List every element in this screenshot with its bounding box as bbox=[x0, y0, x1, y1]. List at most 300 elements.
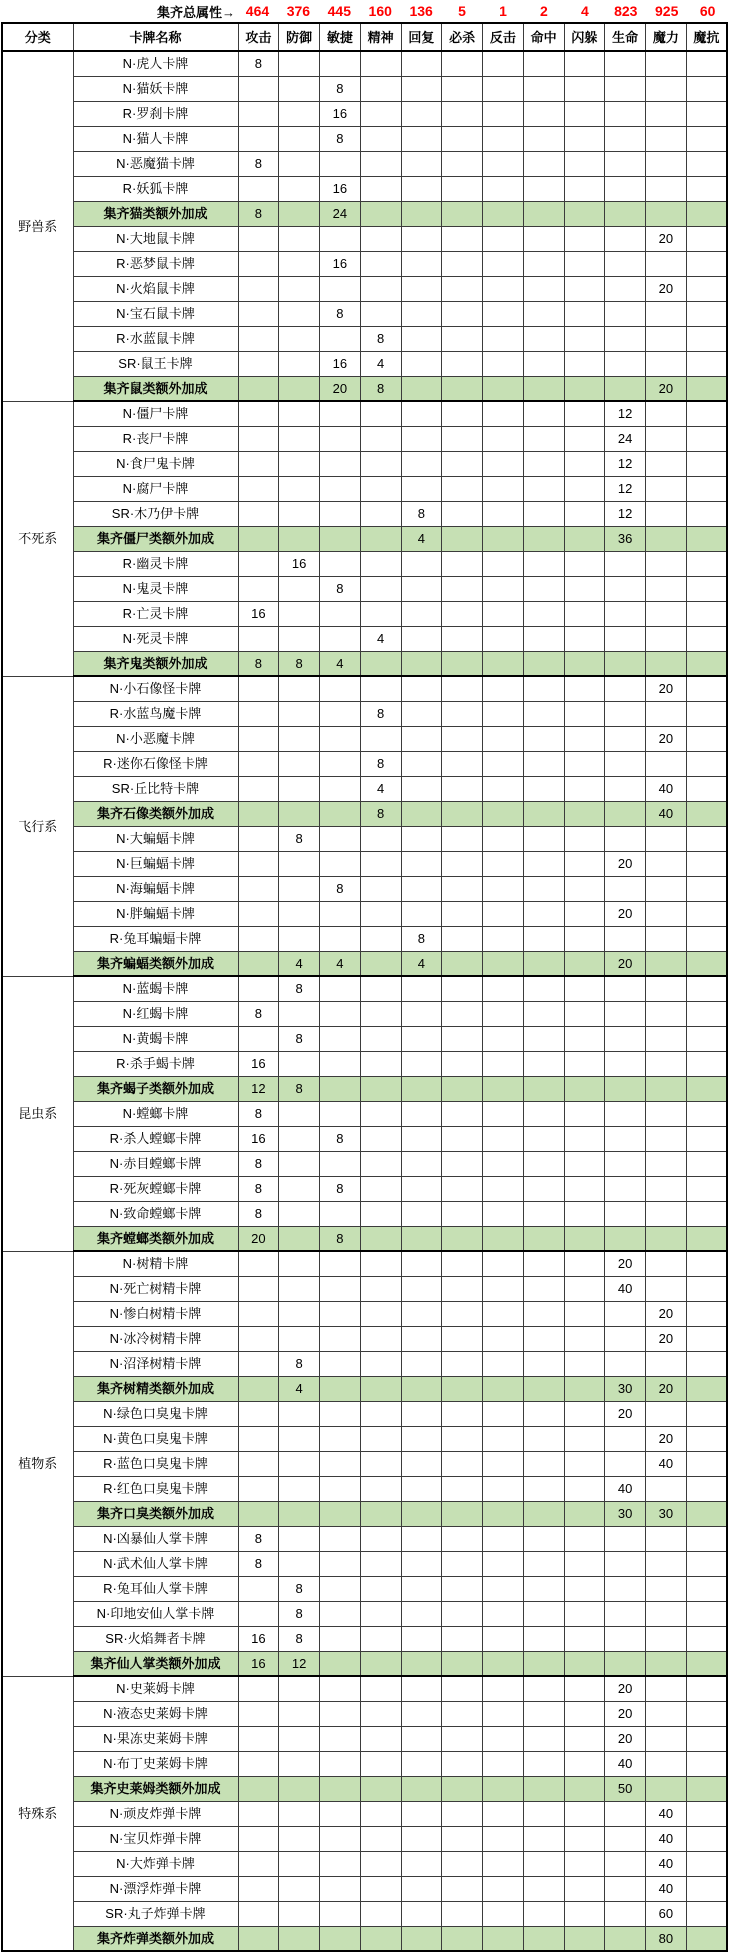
cell-dodge bbox=[564, 1226, 605, 1251]
cell-spirit bbox=[360, 1426, 401, 1451]
cell-defense bbox=[279, 1426, 320, 1451]
card-row bbox=[2, 276, 727, 301]
cell-defense: 4 bbox=[279, 951, 320, 976]
cell-hp bbox=[605, 201, 646, 226]
cell-counter bbox=[483, 1176, 524, 1201]
cell-magic bbox=[646, 1651, 687, 1676]
card-row bbox=[2, 401, 727, 426]
cell-hit bbox=[523, 951, 564, 976]
cell-counter bbox=[483, 501, 524, 526]
cell-crit bbox=[442, 1451, 483, 1476]
cell-counter bbox=[483, 1326, 524, 1351]
cell-magic bbox=[646, 576, 687, 601]
cell-spirit bbox=[360, 876, 401, 901]
total-defense: 376 bbox=[286, 3, 311, 19]
cell-crit bbox=[442, 601, 483, 626]
cell-crit bbox=[442, 501, 483, 526]
cell-hit bbox=[523, 1276, 564, 1301]
card-name-cell: N·猫人卡牌 bbox=[73, 126, 238, 151]
cell-attack: 8 bbox=[238, 1176, 279, 1201]
cell-magic-resist bbox=[686, 1276, 727, 1301]
cell-magic bbox=[646, 351, 687, 376]
cell-magic bbox=[646, 1701, 687, 1726]
cell-counter bbox=[483, 1626, 524, 1651]
cell-hp: 40 bbox=[605, 1276, 646, 1301]
cell-dodge bbox=[564, 901, 605, 926]
cell-crit bbox=[442, 1876, 483, 1901]
cell-magic bbox=[646, 1776, 687, 1801]
cell-crit bbox=[442, 1551, 483, 1576]
cell-dodge bbox=[564, 276, 605, 301]
cell-recover bbox=[401, 776, 442, 801]
cell-magic-resist bbox=[686, 126, 727, 151]
cell-attack bbox=[238, 801, 279, 826]
cell-counter bbox=[483, 676, 524, 701]
card-row bbox=[2, 1451, 727, 1476]
cell-defense bbox=[279, 576, 320, 601]
card-name-cell: N·凶暴仙人掌卡牌 bbox=[73, 1526, 238, 1551]
cell-dodge bbox=[564, 676, 605, 701]
cell-magic-resist bbox=[686, 1126, 727, 1151]
bonus-row bbox=[2, 376, 727, 401]
cell-dodge bbox=[564, 1176, 605, 1201]
cell-dodge bbox=[564, 76, 605, 101]
cell-hit bbox=[523, 1176, 564, 1201]
cell-crit bbox=[442, 851, 483, 876]
cell-dodge bbox=[564, 1026, 605, 1051]
cell-counter bbox=[483, 601, 524, 626]
cell-crit bbox=[442, 176, 483, 201]
cell-hit bbox=[523, 1551, 564, 1576]
cell-dodge bbox=[564, 1676, 605, 1701]
bonus-row bbox=[2, 1226, 727, 1251]
bonus-row bbox=[2, 1376, 727, 1401]
card-name-cell: R·亡灵卡牌 bbox=[73, 601, 238, 626]
cell-spirit bbox=[360, 401, 401, 426]
cell-agility bbox=[320, 1026, 361, 1051]
cell-dodge bbox=[564, 326, 605, 351]
cell-hp bbox=[605, 1301, 646, 1326]
cell-counter bbox=[483, 826, 524, 851]
card-row bbox=[2, 1251, 727, 1276]
cell-defense bbox=[279, 76, 320, 101]
cell-magic bbox=[646, 1401, 687, 1426]
cell-counter bbox=[483, 876, 524, 901]
cell-counter bbox=[483, 851, 524, 876]
card-row bbox=[2, 1326, 727, 1351]
cell-agility bbox=[320, 501, 361, 526]
cell-magic bbox=[646, 476, 687, 501]
cell-dodge bbox=[564, 1726, 605, 1751]
cell-hit bbox=[523, 1651, 564, 1676]
cell-spirit bbox=[360, 1651, 401, 1676]
cell-attack bbox=[238, 1251, 279, 1276]
cell-hit bbox=[523, 426, 564, 451]
cell-counter bbox=[483, 1601, 524, 1626]
cell-dodge bbox=[564, 1776, 605, 1801]
cell-defense bbox=[279, 1226, 320, 1251]
cell-hp bbox=[605, 1626, 646, 1651]
card-name-cell: N·大地鼠卡牌 bbox=[73, 226, 238, 251]
cell-defense bbox=[279, 51, 320, 76]
cell-dodge bbox=[564, 951, 605, 976]
cell-agility bbox=[320, 726, 361, 751]
cell-magic bbox=[646, 201, 687, 226]
cell-recover bbox=[401, 851, 442, 876]
cell-attack bbox=[238, 1901, 279, 1926]
cell-hp bbox=[605, 1126, 646, 1151]
cell-hit bbox=[523, 751, 564, 776]
card-name-cell: N·黄蝎卡牌 bbox=[73, 1026, 238, 1051]
cell-dodge bbox=[564, 476, 605, 501]
cell-magic-resist bbox=[686, 826, 727, 851]
cell-dodge bbox=[564, 701, 605, 726]
total-attack: 464 bbox=[245, 3, 270, 19]
cell-agility bbox=[320, 1326, 361, 1351]
cell-hit bbox=[523, 276, 564, 301]
cell-counter bbox=[483, 201, 524, 226]
cell-defense: 4 bbox=[279, 1376, 320, 1401]
cell-recover bbox=[401, 1926, 442, 1951]
cell-magic bbox=[646, 1001, 687, 1026]
cell-attack bbox=[238, 1676, 279, 1701]
cell-agility bbox=[320, 1751, 361, 1776]
cell-crit bbox=[442, 801, 483, 826]
cell-spirit bbox=[360, 76, 401, 101]
cell-counter bbox=[483, 1476, 524, 1501]
bonus-row bbox=[2, 1076, 727, 1101]
cell-counter bbox=[483, 1801, 524, 1826]
cell-recover bbox=[401, 901, 442, 926]
cell-agility: 16 bbox=[320, 101, 361, 126]
card-row bbox=[2, 1151, 727, 1176]
cell-hp bbox=[605, 351, 646, 376]
cell-hp: 20 bbox=[605, 851, 646, 876]
cell-recover bbox=[401, 201, 442, 226]
cell-dodge bbox=[564, 1901, 605, 1926]
cell-spirit bbox=[360, 1376, 401, 1401]
cell-magic-resist bbox=[686, 1651, 727, 1676]
cell-magic-resist bbox=[686, 1351, 727, 1376]
cell-dodge bbox=[564, 1351, 605, 1376]
cell-recover bbox=[401, 626, 442, 651]
cell-magic bbox=[646, 1526, 687, 1551]
card-name-cell: N·胖蝙蝠卡牌 bbox=[73, 901, 238, 926]
cell-crit bbox=[442, 1726, 483, 1751]
category-cell: 特殊系 bbox=[2, 1676, 73, 1951]
cell-attack: 16 bbox=[238, 1651, 279, 1676]
cell-magic bbox=[646, 426, 687, 451]
cell-recover bbox=[401, 601, 442, 626]
cell-magic bbox=[646, 901, 687, 926]
cell-spirit bbox=[360, 1751, 401, 1776]
cell-dodge bbox=[564, 426, 605, 451]
card-row bbox=[2, 1126, 727, 1151]
cell-dodge bbox=[564, 101, 605, 126]
cell-hit bbox=[523, 851, 564, 876]
cell-spirit bbox=[360, 426, 401, 451]
cell-spirit bbox=[360, 476, 401, 501]
cell-dodge bbox=[564, 1251, 605, 1276]
card-row bbox=[2, 1801, 727, 1826]
cell-defense bbox=[279, 1501, 320, 1526]
cell-counter bbox=[483, 526, 524, 551]
card-name-cell: R·迷你石像怪卡牌 bbox=[73, 751, 238, 776]
cell-dodge bbox=[564, 651, 605, 676]
cell-dodge bbox=[564, 1876, 605, 1901]
cell-crit bbox=[442, 951, 483, 976]
bonus-row bbox=[2, 526, 727, 551]
card-name-cell: R·水蓝鸟魔卡牌 bbox=[73, 701, 238, 726]
cell-dodge bbox=[564, 876, 605, 901]
cell-attack bbox=[238, 1876, 279, 1901]
card-row bbox=[2, 1051, 727, 1076]
cell-magic-resist bbox=[686, 376, 727, 401]
cell-magic-resist bbox=[686, 476, 727, 501]
cell-spirit bbox=[360, 651, 401, 676]
cell-hit bbox=[523, 401, 564, 426]
cell-dodge bbox=[564, 226, 605, 251]
cell-defense bbox=[279, 351, 320, 376]
cell-dodge bbox=[564, 201, 605, 226]
cell-hit bbox=[523, 626, 564, 651]
cell-magic: 30 bbox=[646, 1501, 687, 1526]
cell-agility: 8 bbox=[320, 1226, 361, 1251]
cell-spirit bbox=[360, 1501, 401, 1526]
cell-hp bbox=[605, 226, 646, 251]
cell-recover bbox=[401, 1101, 442, 1126]
header-card-name: 卡牌名称 bbox=[73, 23, 238, 51]
cell-hit bbox=[523, 1526, 564, 1551]
cell-dodge bbox=[564, 401, 605, 426]
cell-defense: 8 bbox=[279, 1076, 320, 1101]
cell-dodge bbox=[564, 1826, 605, 1851]
card-row bbox=[2, 1676, 727, 1701]
cell-magic-resist bbox=[686, 1751, 727, 1776]
cell-attack bbox=[238, 501, 279, 526]
cell-agility bbox=[320, 1001, 361, 1026]
cell-counter bbox=[483, 1651, 524, 1676]
cell-hit bbox=[523, 101, 564, 126]
card-name-cell: R·罗刹卡牌 bbox=[73, 101, 238, 126]
cell-spirit bbox=[360, 1801, 401, 1826]
cell-magic: 40 bbox=[646, 1826, 687, 1851]
cell-crit bbox=[442, 1676, 483, 1701]
cell-defense bbox=[279, 1051, 320, 1076]
card-name-cell: R·水蓝鼠卡牌 bbox=[73, 326, 238, 351]
header-hp: 生命 bbox=[605, 23, 646, 51]
cell-counter bbox=[483, 351, 524, 376]
cell-magic bbox=[646, 1476, 687, 1501]
card-name-cell: N·大炸弹卡牌 bbox=[73, 1851, 238, 1876]
cell-magic-resist bbox=[686, 1501, 727, 1526]
cell-crit bbox=[442, 1576, 483, 1601]
cell-agility: 24 bbox=[320, 201, 361, 226]
header-spirit: 精神 bbox=[360, 23, 401, 51]
cell-agility bbox=[320, 1476, 361, 1501]
cell-magic bbox=[646, 1601, 687, 1626]
cell-hp: 20 bbox=[605, 901, 646, 926]
cell-recover bbox=[401, 51, 442, 76]
cell-hp bbox=[605, 801, 646, 826]
header-hit: 命中 bbox=[523, 23, 564, 51]
card-name-cell: N·冰冷树精卡牌 bbox=[73, 1326, 238, 1351]
card-row bbox=[2, 1101, 727, 1126]
cell-recover bbox=[401, 1301, 442, 1326]
bonus-row bbox=[2, 651, 727, 676]
card-name-cell: N·宝石鼠卡牌 bbox=[73, 301, 238, 326]
card-name-cell: N·印地安仙人掌卡牌 bbox=[73, 1601, 238, 1626]
cell-magic-resist bbox=[686, 151, 727, 176]
card-row bbox=[2, 1526, 727, 1551]
cell-attack bbox=[238, 576, 279, 601]
cell-hp bbox=[605, 376, 646, 401]
cell-agility bbox=[320, 1051, 361, 1076]
cell-magic bbox=[646, 1726, 687, 1751]
cell-crit bbox=[442, 901, 483, 926]
total-hp: 823 bbox=[614, 3, 638, 19]
cell-magic: 20 bbox=[646, 376, 687, 401]
cell-magic bbox=[646, 1176, 687, 1201]
cell-agility bbox=[320, 1676, 361, 1701]
cell-attack bbox=[238, 1276, 279, 1301]
cell-agility bbox=[320, 851, 361, 876]
cell-magic bbox=[646, 1051, 687, 1076]
cell-magic-resist bbox=[686, 176, 727, 201]
cell-hp bbox=[605, 126, 646, 151]
cell-defense bbox=[279, 126, 320, 151]
cell-hp: 12 bbox=[605, 451, 646, 476]
cell-hit bbox=[523, 476, 564, 501]
cell-hit bbox=[523, 1026, 564, 1051]
cell-magic bbox=[646, 1201, 687, 1226]
cell-crit bbox=[442, 426, 483, 451]
cell-crit bbox=[442, 701, 483, 726]
cell-recover bbox=[401, 1476, 442, 1501]
cell-spirit bbox=[360, 1401, 401, 1426]
cell-crit bbox=[442, 1051, 483, 1076]
cell-agility bbox=[320, 1851, 361, 1876]
cell-attack bbox=[238, 476, 279, 501]
cell-hp bbox=[605, 76, 646, 101]
cell-agility bbox=[320, 326, 361, 351]
cell-spirit bbox=[360, 501, 401, 526]
cell-defense bbox=[279, 1001, 320, 1026]
header-attack: 攻击 bbox=[238, 23, 279, 51]
cell-attack bbox=[238, 976, 279, 1001]
cell-magic bbox=[646, 751, 687, 776]
cell-agility bbox=[320, 1801, 361, 1826]
cell-dodge bbox=[564, 251, 605, 276]
cell-spirit bbox=[360, 1676, 401, 1701]
cell-hp bbox=[605, 1651, 646, 1676]
cell-hp bbox=[605, 251, 646, 276]
cell-defense bbox=[279, 1926, 320, 1951]
cell-magic bbox=[646, 326, 687, 351]
cell-hp bbox=[605, 1176, 646, 1201]
cell-hit bbox=[523, 301, 564, 326]
cell-attack bbox=[238, 251, 279, 276]
cell-spirit bbox=[360, 1901, 401, 1926]
cell-magic-resist bbox=[686, 1101, 727, 1126]
cell-agility bbox=[320, 1501, 361, 1526]
cell-magic-resist bbox=[686, 401, 727, 426]
cell-spirit bbox=[360, 601, 401, 626]
cell-magic bbox=[646, 51, 687, 76]
card-name-cell: N·虎人卡牌 bbox=[73, 51, 238, 76]
cell-spirit bbox=[360, 1126, 401, 1151]
cell-crit bbox=[442, 926, 483, 951]
cell-crit bbox=[442, 1101, 483, 1126]
cell-defense bbox=[279, 1276, 320, 1301]
cell-magic-resist bbox=[686, 1601, 727, 1626]
cell-spirit bbox=[360, 526, 401, 551]
cell-hp bbox=[605, 551, 646, 576]
cell-attack: 16 bbox=[238, 1126, 279, 1151]
cell-spirit bbox=[360, 976, 401, 1001]
card-row bbox=[2, 1276, 727, 1301]
cell-defense bbox=[279, 1901, 320, 1926]
cell-counter bbox=[483, 1026, 524, 1051]
cell-hit bbox=[523, 351, 564, 376]
cell-magic bbox=[646, 651, 687, 676]
cell-attack bbox=[238, 1426, 279, 1451]
cell-spirit bbox=[360, 1051, 401, 1076]
card-name-cell: N·黄色口臭鬼卡牌 bbox=[73, 1426, 238, 1451]
category-cell: 不死系 bbox=[2, 401, 73, 676]
cell-defense bbox=[279, 376, 320, 401]
cell-counter bbox=[483, 1351, 524, 1376]
cell-recover bbox=[401, 1801, 442, 1826]
cell-defense bbox=[279, 776, 320, 801]
cell-recover bbox=[401, 1826, 442, 1851]
cell-agility bbox=[320, 1151, 361, 1176]
cell-magic-resist bbox=[686, 251, 727, 276]
cell-counter bbox=[483, 326, 524, 351]
cell-hp bbox=[605, 1026, 646, 1051]
cell-attack bbox=[238, 76, 279, 101]
cell-recover bbox=[401, 1576, 442, 1601]
cell-magic-resist bbox=[686, 1876, 727, 1901]
cell-counter bbox=[483, 1376, 524, 1401]
card-row bbox=[2, 151, 727, 176]
cell-magic: 20 bbox=[646, 276, 687, 301]
cell-defense bbox=[279, 401, 320, 426]
cell-dodge bbox=[564, 451, 605, 476]
cell-crit bbox=[442, 151, 483, 176]
cell-hit bbox=[523, 1426, 564, 1451]
cell-defense bbox=[279, 326, 320, 351]
card-row bbox=[2, 1026, 727, 1051]
card-row bbox=[2, 1826, 727, 1851]
cell-crit bbox=[442, 1801, 483, 1826]
cell-hit bbox=[523, 1476, 564, 1501]
cell-hp bbox=[605, 1001, 646, 1026]
cell-attack bbox=[238, 226, 279, 251]
cell-recover bbox=[401, 1201, 442, 1226]
cell-hit bbox=[523, 1251, 564, 1276]
cell-magic-resist bbox=[686, 1251, 727, 1276]
card-row bbox=[2, 301, 727, 326]
cell-hp bbox=[605, 1801, 646, 1826]
cell-crit bbox=[442, 476, 483, 501]
cell-spirit: 4 bbox=[360, 626, 401, 651]
cell-dodge bbox=[564, 1126, 605, 1151]
cell-recover bbox=[401, 476, 442, 501]
cell-counter bbox=[483, 176, 524, 201]
card-name-cell: N·武术仙人掌卡牌 bbox=[73, 1551, 238, 1576]
cell-magic-resist bbox=[686, 1576, 727, 1601]
